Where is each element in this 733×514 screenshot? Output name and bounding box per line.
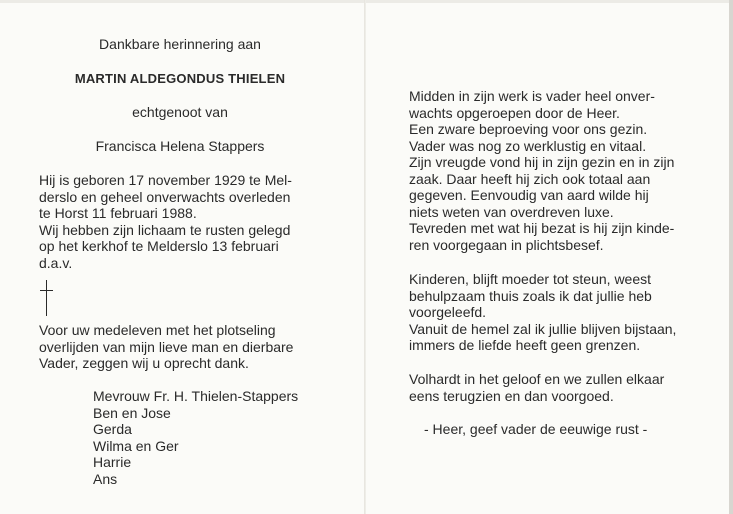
paragraph-line: wachts opgeroepen door de Heer. [409, 104, 620, 121]
paragraph-line: Volhardt in het geloof en we zullen elkaar [409, 371, 665, 387]
biography-line: Hij is geboren 17 november 1929 te Mel- [39, 172, 292, 188]
paragraph-line: Vader was nog zo werklustig en vitaal. [409, 137, 647, 154]
paragraph-line: immers de liefde heeft geen grenzen. [409, 337, 641, 353]
paragraph-3 [409, 371, 664, 404]
thanks-text [39, 322, 293, 372]
family-member: Wilma en Ger [93, 437, 179, 454]
intro-text: Dankbare herinnering aan [99, 36, 261, 52]
thanks-line: overlijden van mijn lieve man en dierbare [39, 338, 294, 355]
family-list [93, 388, 298, 487]
paragraph-1 [409, 88, 674, 253]
relation-text: echtgenoot van [132, 104, 228, 120]
paragraph-line: Zijn vreugde vond hij in zijn gezin en in zijn [409, 154, 675, 170]
biography-line: derslo en geheel onverwachts overleden [39, 188, 291, 205]
family-member: Ben en Jose [93, 404, 171, 421]
card-right-edge [729, 0, 733, 514]
family-member: Mevrouw Fr. H. Thielen-Stappers [93, 388, 299, 404]
thanks-line: Voor uw medeleven met het plotseling [39, 322, 276, 338]
card-fold [364, 0, 366, 514]
paragraph-line: ren voorgegaan in plichtsbesef. [409, 236, 604, 253]
card-top-edge [0, 0, 733, 3]
family-member: Ans [93, 470, 118, 487]
paragraph-2 [409, 271, 676, 354]
closing-prayer: - Heer, geef vader de eeuwige rust - [424, 421, 648, 437]
family-member: Gerda [93, 421, 132, 437]
paragraph-line: eens terugzien en dan voorgoed. [409, 387, 614, 404]
paragraph-line: Vanuit de hemel zal ik jullie blijven bijstaan, [409, 320, 677, 337]
paragraph-line: Een zware beproeving voor ons gezin. [409, 121, 648, 137]
biography-line: te Horst 11 februari 1988. [39, 205, 197, 221]
biography [39, 172, 292, 271]
paragraph-line: Tevreden met wat hij bezat is hij zijn kinde- [409, 220, 675, 236]
deceased-name: MARTIN ALDEGONDUS THIELEN [74, 71, 286, 86]
paragraph-line: gegeven. Eenvoudig van aard wilde hij [409, 187, 649, 203]
thanks-line: Vader, zeggen wij u oprecht dank. [39, 355, 249, 371]
paragraph-line: voorgeleefd. [409, 304, 487, 320]
biography-line: d.a.v. [39, 254, 73, 271]
biography-line: Wij hebben zijn lichaam te rusten gelegd [39, 221, 291, 238]
spouse-name: Francisca Helena Stappers [95, 138, 265, 154]
biography-line: op het kerkhof te Melderslo 13 februari [39, 238, 279, 254]
paragraph-line: Midden in zijn werk is vader heel onver- [409, 88, 655, 104]
paragraph-line: Kinderen, blijft moeder tot steun, weest [409, 271, 652, 287]
family-member: Harrie [93, 454, 132, 470]
paragraph-line: behulpzaam thuis zoals ik dat jullie heb [409, 287, 652, 304]
cross-icon [38, 280, 56, 316]
paragraph-line: zaak. Daar heeft hij zich ook totaal aan [409, 170, 651, 187]
paragraph-line: niets weten van overdreven luxe. [409, 203, 614, 220]
